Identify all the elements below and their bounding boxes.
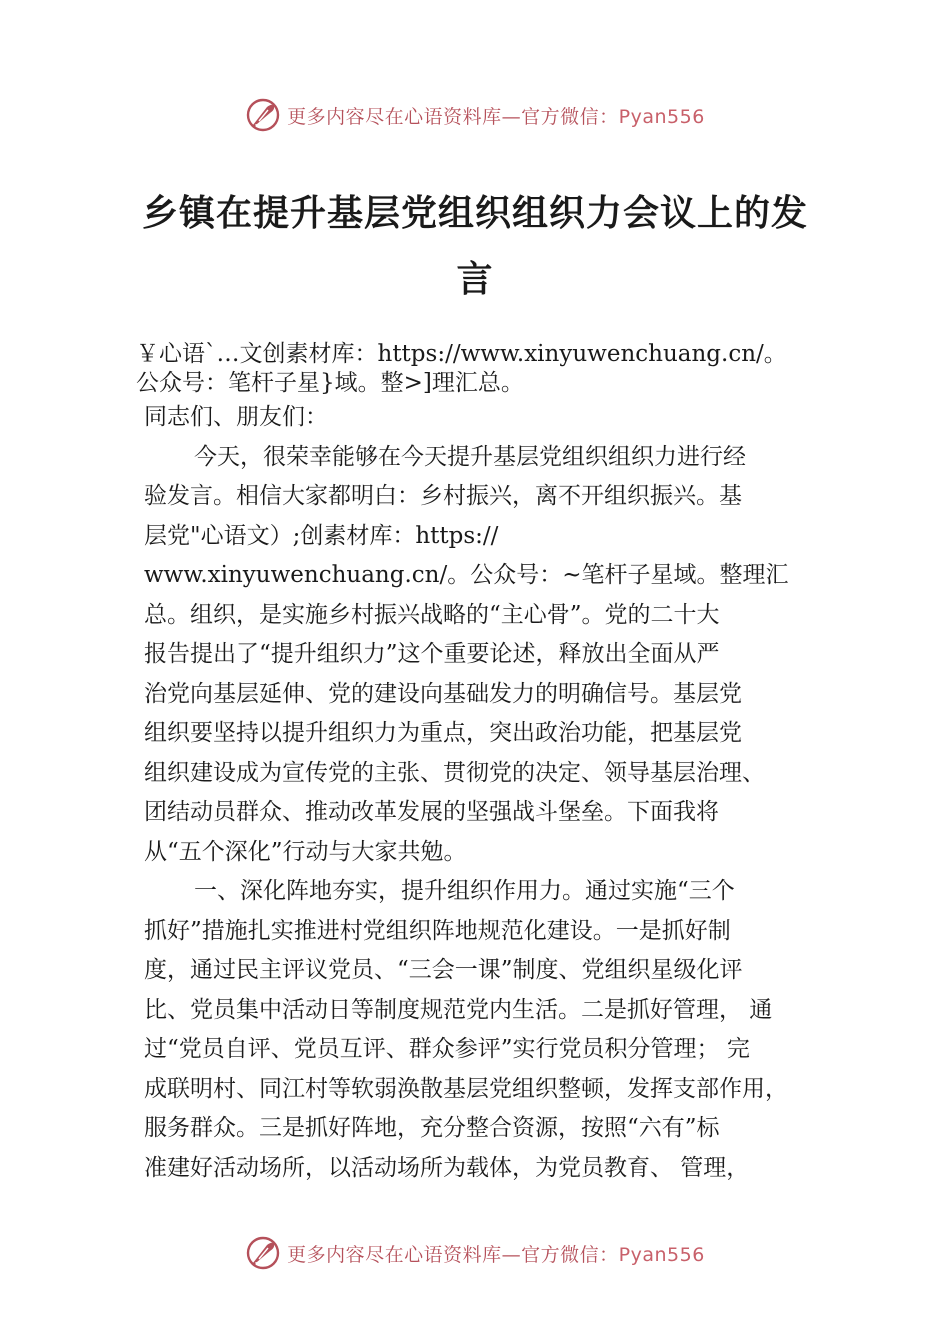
greeting: 同志们、朋友们： (144, 404, 328, 430)
quill-logo-icon (245, 97, 281, 133)
paragraph-line: 治党向基层延伸、党的建设向基础发力的明确信号。基层党 (144, 680, 742, 707)
quill-logo-icon (245, 1235, 281, 1271)
paragraph-line: 报告提出了“提升组织力”这个重要论述，释放出全面从严 (144, 641, 720, 667)
wechat-id: Pyan556 (618, 1243, 705, 1266)
document-title (100, 180, 850, 312)
paragraph-line: 组织建设成为宣传党的主张、贯彻党的决定、领导基层治理、 (144, 759, 765, 786)
document-body (138, 340, 828, 1188)
banner-text: 更多内容尽在心语资料库—官方微信：Pyan556 (287, 1243, 705, 1266)
source-note-line-1: ￥心语`…文创素材库：https://www.xinyuwenchuang.cn/。 (136, 341, 787, 367)
title-line-2: 言 (456, 258, 494, 300)
header-banner (0, 95, 950, 135)
title-line-1: 乡镇在提升基层党组织组织力会议上的发 (141, 192, 808, 234)
paragraph-line: 过“党员自评、党员互评、群众参评”实行党员积分管理； 完 (144, 1036, 750, 1062)
paragraph-line: 抓好”措施扎实推进村党组织阵地规范化建设。一是抓好制 (144, 917, 731, 944)
paragraph-line: 准建好活动场所，以活动场所为载体，为党员教育、 管理， (144, 1154, 750, 1181)
paragraph-line: www.xinyuwenchuang.cn/。公众号：~笔杆子星域。整理汇 (144, 562, 789, 588)
paragraph-line: 组织要坚持以提升组织力为重点，突出政治功能，把基层党 (144, 720, 742, 746)
paragraph-line: 层党"心语文）;创素材库：https:// (144, 522, 499, 549)
paragraph-line: 一、深化阵地夯实，提升组织作用力。通过实施“三个 (194, 878, 735, 904)
paragraph-line: 服务群众。三是抓好阵地，充分整合资源，按照“六有”标 (144, 1115, 720, 1141)
paragraph-line: 今天，很荣幸能够在今天提升基层党组织组织力进行经 (194, 443, 746, 470)
footer-banner (0, 1233, 950, 1273)
paragraph-line: 比、党员集中活动日等制度规范党内生活。二是抓好管理， 通 (144, 996, 773, 1023)
paragraph-line: 度，通过民主评议党员、“三会一课”制度、党组织星级化评 (144, 957, 743, 983)
paragraph-line: 总。组织，是实施乡村振兴战略的“主心骨”。党的二十大 (144, 601, 720, 628)
paragraph-line: 成联明村、同江村等软弱涣散基层党组织整顿，发挥支部作用， (144, 1075, 788, 1102)
banner-text: 更多内容尽在心语资料库—官方微信：Pyan556 (287, 105, 705, 128)
source-note-line-2: 公众号：笔杆子星}域。整>]理汇总。 (136, 370, 524, 396)
paragraph-line: 验发言。相信大家都明白：乡村振兴，离不开组织振兴。基 (144, 483, 742, 509)
paragraph-line: 团结动员群众、推动改革发展的坚强战斗堡垒。下面我将 (144, 799, 719, 825)
paragraph-line: 从“五个深化”行动与大家共勉。 (144, 838, 467, 865)
wechat-id: Pyan556 (618, 105, 705, 128)
